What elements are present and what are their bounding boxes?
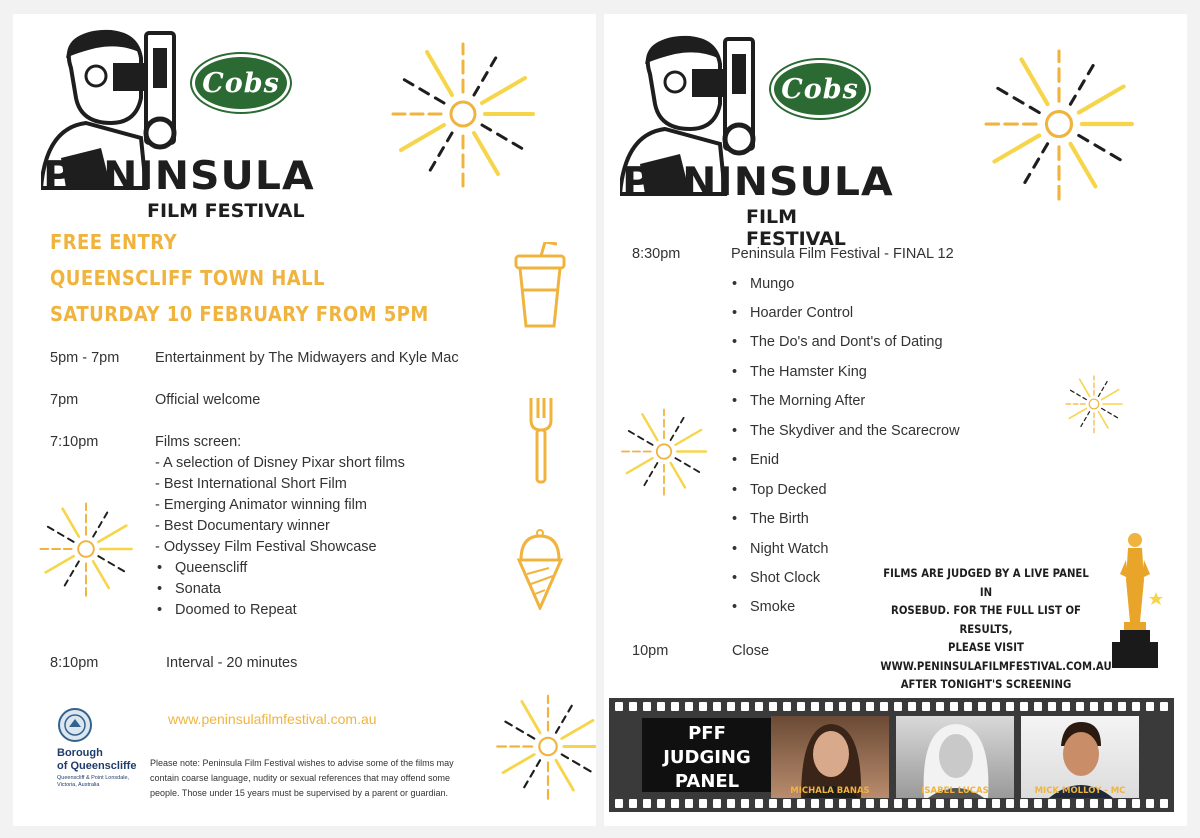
fireworks-icon: [343, 14, 583, 214]
schedule-time: 8:10pm: [50, 655, 99, 671]
fireworks-icon: [934, 14, 1184, 234]
fireworks-icon: [21, 484, 151, 614]
film-line: - Odyssey Film Festival Showcase: [155, 539, 377, 555]
schedule-time: 10pm: [632, 643, 669, 659]
headline-entry: FREE ENTRY: [50, 230, 178, 254]
schedule-time: 8:30pm: [632, 246, 681, 262]
cobs-logo: Cobs: [192, 54, 290, 112]
flyer-page-right: [604, 14, 1187, 826]
panel-title-line: PANEL: [674, 771, 740, 792]
schedule-event: Films screen:: [155, 434, 242, 450]
fork-icon: [526, 396, 556, 486]
film-perforations: [615, 702, 1168, 711]
final-film: • Smoke: [750, 599, 795, 615]
fireworks-icon: [1050, 364, 1138, 444]
fireworks-icon: [473, 674, 596, 819]
final-film: • Enid: [750, 452, 779, 468]
judging-note-line: ROSEBUD. FOR THE FULL LIST OF RESULTS,: [891, 603, 1081, 636]
logo-title: PENINSULA: [622, 160, 894, 205]
final-film: • Night Watch: [750, 541, 828, 557]
final-film: • The Skydiver and the Scarecrow: [750, 423, 960, 439]
drink-cup-icon: [511, 242, 569, 330]
judging-note: [880, 564, 1112, 694]
flyer-page-left: [13, 14, 596, 826]
schedule-event: Entertainment by The Midwayers and Kyle Mac: [155, 350, 459, 366]
website-link[interactable]: www.peninsulafilmfestival.com.au: [168, 711, 377, 727]
panel-title: [642, 718, 772, 792]
logo-subtitle: FILM FESTIVAL: [147, 200, 305, 222]
final-film: • Mungo: [750, 276, 794, 292]
judge-photo: [1021, 716, 1139, 798]
judge-photo: [896, 716, 1014, 798]
schedule-event: Official welcome: [155, 392, 261, 408]
film-line: - A selection of Disney Pixar short films: [155, 455, 405, 471]
oscar-statue-icon: [1106, 530, 1164, 674]
schedule-time: 7pm: [50, 392, 79, 408]
judging-note-line: WWW.PENINSULAFILMFESTIVAL.COM.AU: [880, 658, 1112, 673]
film-line: - Best International Short Film: [155, 476, 347, 492]
film-perforations: [615, 799, 1168, 808]
judge-name: ISABEL LUCAS: [921, 786, 989, 796]
council-line2: of Queenscliffe: [57, 760, 137, 772]
final-film: • The Birth: [750, 511, 809, 527]
judging-note-line: FILMS ARE JUDGED BY A LIVE PANEL IN: [883, 566, 1089, 599]
logo-title: PENINSULA: [43, 154, 315, 199]
schedule-event: Close: [732, 643, 770, 659]
advisory-note: Please note: Peninsula Film Festival wishes to advise some of the films may contain coarse language, nudity or sexual references that may offend some people. Those under 15 years must be supervised by a parent or guardian.: [150, 758, 454, 798]
judging-note-line: AFTER TONIGHT'S SCREENING: [900, 677, 1072, 691]
film-line: - Best Documentary winner: [155, 518, 330, 534]
judging-note-line: PLEASE VISIT: [948, 640, 1024, 654]
council-address: Queenscliff & Point Lonsdale, Victoria, Australia: [57, 775, 130, 788]
final-film: • Shot Clock: [750, 570, 820, 586]
headline-venue: QUEENSCLIFF TOWN HALL: [50, 266, 325, 290]
final-film: • The Morning After: [750, 393, 865, 409]
logo-subtitle: FILM FESTIVAL: [746, 206, 846, 250]
council-line1: Borough: [57, 747, 103, 759]
final-film: • Hoarder Control: [750, 305, 853, 321]
ice-cream-icon: [515, 528, 565, 610]
judging-panel-filmstrip: [609, 698, 1174, 812]
final-film: • Top Decked: [750, 482, 827, 498]
judge-name: MICHALA BANAS: [790, 786, 870, 796]
schedule-event: Peninsula Film Festival - FINAL 12: [731, 246, 954, 262]
schedule-event: Interval - 20 minutes: [166, 655, 298, 671]
judge-photo: [771, 716, 889, 798]
festival-logo: [37, 24, 315, 224]
odyssey-film: • Sonata: [175, 581, 221, 597]
festival-logo: [616, 30, 894, 250]
schedule-time: 7:10pm: [50, 434, 99, 450]
odyssey-film: • Doomed to Repeat: [175, 602, 297, 618]
final-film: • The Do's and Dont's of Dating: [750, 334, 943, 350]
panel-title-line: PFF: [688, 723, 726, 744]
cobs-logo: Cobs: [771, 60, 869, 118]
judge-name: MICK MOLLOY - MC: [1034, 786, 1126, 796]
schedule-time: 5pm - 7pm: [50, 350, 120, 366]
council-crest-icon: [57, 707, 93, 743]
film-line: - Emerging Animator winning film: [155, 497, 367, 513]
headline-date: SATURDAY 10 FEBRUARY FROM 5PM: [50, 302, 429, 326]
panel-title-line: JUDGING: [663, 747, 751, 768]
odyssey-film: • Queenscliff: [175, 560, 247, 576]
fireworks-icon: [604, 364, 724, 539]
final-film: • The Hamster King: [750, 364, 867, 380]
